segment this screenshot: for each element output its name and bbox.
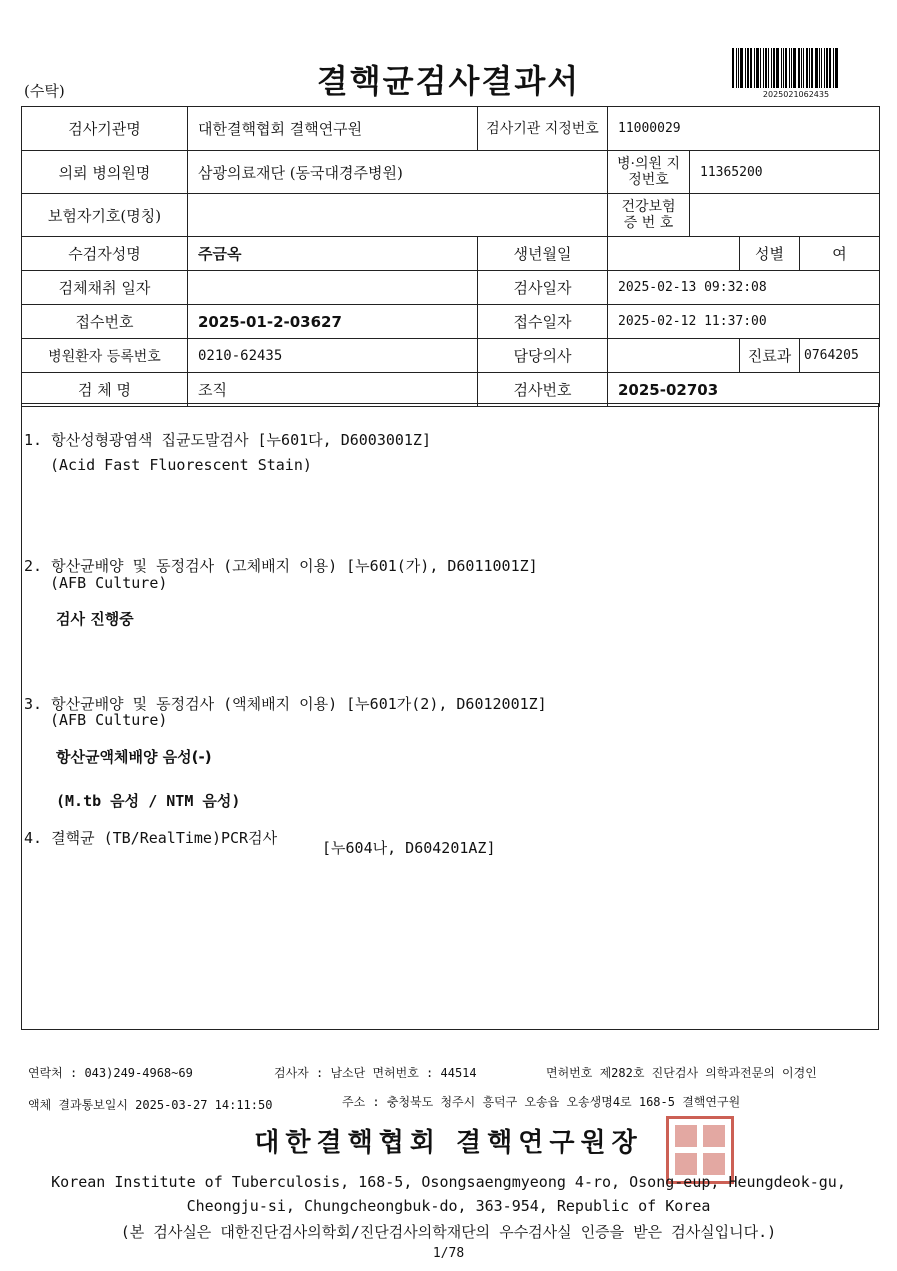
- barcode-bar: [768, 48, 769, 88]
- inst-name-label: 검사기관명: [22, 107, 188, 151]
- specimen: 조직: [188, 373, 478, 407]
- barcode-bar: [824, 48, 825, 88]
- patient-name-label: 수검자성명: [22, 237, 188, 271]
- barcode-bar: [833, 48, 834, 88]
- health-ins-label: 건강보험 증 번 호: [608, 194, 690, 237]
- doctor: [608, 339, 740, 373]
- barcode-bar: [747, 48, 749, 88]
- patient-name: 주금옥: [188, 237, 478, 271]
- barcode-bar: [815, 48, 818, 88]
- barcode-bar: [736, 48, 737, 88]
- barcode-icon: [732, 48, 860, 88]
- inst-code: 11000029: [608, 107, 880, 151]
- sex-label: 성별: [740, 237, 800, 271]
- barcode-bar: [738, 48, 739, 88]
- barcode-bar: [781, 48, 782, 88]
- test-no-label: 검사번호: [478, 373, 608, 407]
- results-box: [21, 403, 879, 1030]
- barcode-bar: [773, 48, 775, 88]
- barcode-bar: [760, 48, 761, 88]
- tester: 검사자 : 남소단 면허번호 : 44514: [274, 1066, 477, 1080]
- barcode-bar: [829, 48, 831, 88]
- barcode-bar: [798, 48, 800, 88]
- contact: 연락처 : 043)249-4968~69: [28, 1066, 193, 1080]
- item3-result2: (M.tb 음성 / NTM 음성): [56, 792, 241, 810]
- barcode-bar: [776, 48, 779, 88]
- barcode-bar: [789, 48, 790, 88]
- barcode-bar: [771, 48, 772, 88]
- patient-reg-label: 병원환자 등록번호: [22, 339, 188, 373]
- barcode-bar: [745, 48, 746, 88]
- barcode-bar: [756, 48, 759, 88]
- reception-date-label: 접수일자: [478, 305, 608, 339]
- sex: 여: [800, 237, 880, 271]
- patient-reg: 0210-62435: [188, 339, 478, 373]
- item1-title: 1. 항산성형광염색 집균도말검사 [누601다, D6003001Z]: [24, 431, 431, 449]
- institute-head-title: 대한결핵협회 결핵연구원장: [254, 1128, 643, 1158]
- insured: [188, 194, 608, 237]
- test-date: 2025-02-13 09:32:08: [608, 271, 880, 305]
- test-no: 2025-02703: [608, 373, 880, 407]
- address-en-line1: Korean Institute of Tuberculosis, 168-5, Osongsaengmyeong 4-ro, Osong-eup, Heungdeok-gu,: [51, 1173, 846, 1191]
- req-hospital: 삼광의료재단 (동국대경주병원): [188, 151, 608, 194]
- health-ins: [690, 194, 880, 237]
- barcode-bar: [826, 48, 828, 88]
- reception-no: 2025-01-2-03627: [188, 305, 478, 339]
- item3-sub: (AFB Culture): [50, 711, 168, 729]
- req-hospital-label: 의뢰 병의원명: [22, 151, 188, 194]
- barcode-bar: [835, 48, 838, 88]
- barcode-bar: [819, 48, 820, 88]
- insured-label: 보험자기호(명칭): [22, 194, 188, 237]
- barcode-bar: [806, 48, 808, 88]
- item4-title: 4. 결핵균 (TB/RealTime)PCR검사: [24, 829, 278, 847]
- birth: [608, 237, 740, 271]
- test-date-label: 검사일자: [478, 271, 608, 305]
- barcode-bar: [791, 48, 792, 88]
- barcode-bar: [763, 48, 764, 88]
- address-en-line2: Cheongju-si, Chungcheongbuk-do, 363-954, Republic of Korea: [186, 1197, 711, 1215]
- barcode-bar: [754, 48, 755, 88]
- collect-date-label: 검체채취 일자: [22, 271, 188, 305]
- inst-code-label: 검사기관 지정번호: [478, 107, 608, 151]
- report-time: 액체 결과통보일시 2025-03-27 14:11:50: [28, 1098, 273, 1112]
- barcode-bar: [803, 48, 804, 88]
- reception-date: 2025-02-12 11:37:00: [608, 305, 880, 339]
- dept-label: 진료과: [740, 339, 800, 373]
- specimen-label: 검 체 명: [22, 373, 188, 407]
- collect-date: [188, 271, 478, 305]
- document-title: 결핵균검사결과서: [316, 62, 581, 100]
- certification-note: (본 검사실은 대한진단검사의학회/진단검사의학재단의 우수검사실 인증을 받은 검사실입니다.): [120, 1223, 777, 1241]
- address-kr: 주소 : 충청북도 청주시 흥덕구 오송읍 오송생명4로 168-5 결핵연구원: [342, 1095, 741, 1109]
- dept: 0764205: [800, 339, 880, 373]
- barcode-bar: [793, 48, 796, 88]
- hosp-code: 11365200: [690, 151, 880, 194]
- barcode-bar: [785, 48, 787, 88]
- barcode-bar: [750, 48, 752, 88]
- item4-code: [누604나, D604201AZ]: [322, 839, 496, 857]
- item2-sub: (AFB Culture): [50, 574, 168, 592]
- patient-info-table: [21, 106, 880, 407]
- item2-title: 2. 항산균배양 및 동정검사 (고체배지 이용) [누601(가), D6011001Z]: [24, 557, 538, 575]
- barcode-bar: [732, 48, 734, 88]
- barcode-bar: [801, 48, 802, 88]
- item2-result: 검사 진행중: [56, 610, 134, 628]
- item3-title: 3. 항산균배양 및 동정검사 (액체배지 이용) [누601가(2), D6012001Z]: [24, 695, 547, 713]
- barcode-bar: [821, 48, 822, 88]
- inst-name: 대한결핵협회 결핵연구원: [188, 107, 478, 151]
- specialist: 면허번호 제282호 진단검사 의학과전문의 이경인: [546, 1066, 817, 1080]
- page-number: 1/78: [432, 1246, 465, 1261]
- barcode-number: 2025021062435: [762, 90, 830, 99]
- birth-label: 생년월일: [478, 237, 608, 271]
- receive-label: (수탁): [24, 82, 65, 100]
- reception-no-label: 접수번호: [22, 305, 188, 339]
- barcode-bar: [765, 48, 767, 88]
- barcode-bar: [740, 48, 743, 88]
- barcode-bar: [783, 48, 784, 88]
- hosp-code-label: 병·의원 지정번호: [608, 151, 690, 194]
- item1-sub: (Acid Fast Fluorescent Stain): [50, 456, 312, 474]
- item3-result1: 항산균액체배양 음성(-): [56, 748, 212, 766]
- doctor-label: 담당의사: [478, 339, 608, 373]
- barcode-bar: [811, 48, 813, 88]
- barcode-bar: [809, 48, 810, 88]
